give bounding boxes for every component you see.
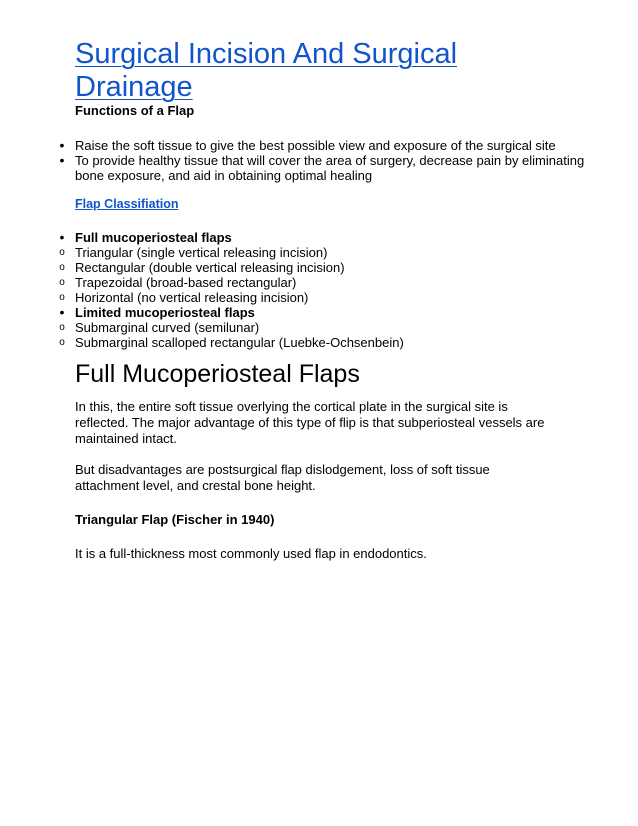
bullet-disc-icon: •	[59, 137, 65, 153]
function-text: To provide healthy tissue that will cover the area of surgery, decrease pain by eliminating bone exposure, and aid in obtaining optimal healing	[75, 153, 585, 183]
list-item	[0, 335, 600, 350]
list-item	[0, 153, 600, 183]
bullet-circle-icon: o	[59, 337, 65, 348]
classification-text: Full mucoperiosteal flaps	[75, 230, 232, 245]
list-item	[0, 245, 600, 260]
classification-text: Rectangular (double vertical releasing incision)	[75, 260, 345, 275]
classification-text: Triangular (single vertical releasing incision)	[75, 245, 328, 260]
triangular-flap-heading: Triangular Flap (Fischer in 1940)	[75, 512, 275, 527]
functions-heading: Functions of a Flap	[75, 103, 195, 118]
list-item	[0, 138, 600, 153]
classification-heading	[75, 196, 179, 211]
paragraph-triangular: It is a full-thickness most commonly used flap in endodontics.	[75, 546, 427, 561]
classification-text: Limited mucoperiosteal flaps	[75, 305, 255, 320]
paragraph-disadvantages: But disadvantages are postsurgical flap dislodgement, loss of soft tissue attachment level, and crestal bone height.	[75, 462, 490, 493]
list-item	[0, 320, 600, 335]
classification-text: Submarginal curved (semilunar)	[75, 320, 260, 335]
bullet-disc-icon: •	[59, 152, 65, 168]
bullet-circle-icon: o	[59, 292, 65, 303]
classification-text: Horizontal (no vertical releasing incision)	[75, 290, 309, 305]
bullet-circle-icon: o	[59, 247, 65, 258]
bullet-disc-icon: •	[59, 304, 65, 320]
bullet-circle-icon: o	[59, 322, 65, 333]
document-title-link[interactable]: Surgical Incision And Surgical Drainage	[75, 38, 458, 103]
functions-list	[0, 138, 600, 183]
bullet-disc-icon: •	[59, 229, 65, 245]
list-item	[0, 305, 600, 320]
bullet-circle-icon: o	[59, 277, 65, 288]
classification-list	[0, 230, 600, 350]
list-item	[0, 260, 600, 275]
list-item	[0, 290, 600, 305]
classification-text: Submarginal scalloped rectangular (Luebke-Ochsenbein)	[75, 335, 404, 350]
bullet-circle-icon: o	[59, 262, 65, 273]
section-heading: Full Mucoperiosteal Flaps	[75, 360, 360, 388]
list-item	[0, 275, 600, 290]
paragraph-intro: In this, the entire soft tissue overlying the cortical plate in the surgical site is reflected. The major advantage of this type of flip is that subperiosteal vessels are maintained intact.	[75, 399, 545, 446]
function-text: Raise the soft tissue to give the best possible view and exposure of the surgical site	[75, 138, 556, 153]
classification-text: Trapezoidal (broad-based rectangular)	[75, 275, 297, 290]
list-item	[0, 230, 600, 245]
flap-classification-link[interactable]: Flap Classifiation	[75, 197, 179, 211]
